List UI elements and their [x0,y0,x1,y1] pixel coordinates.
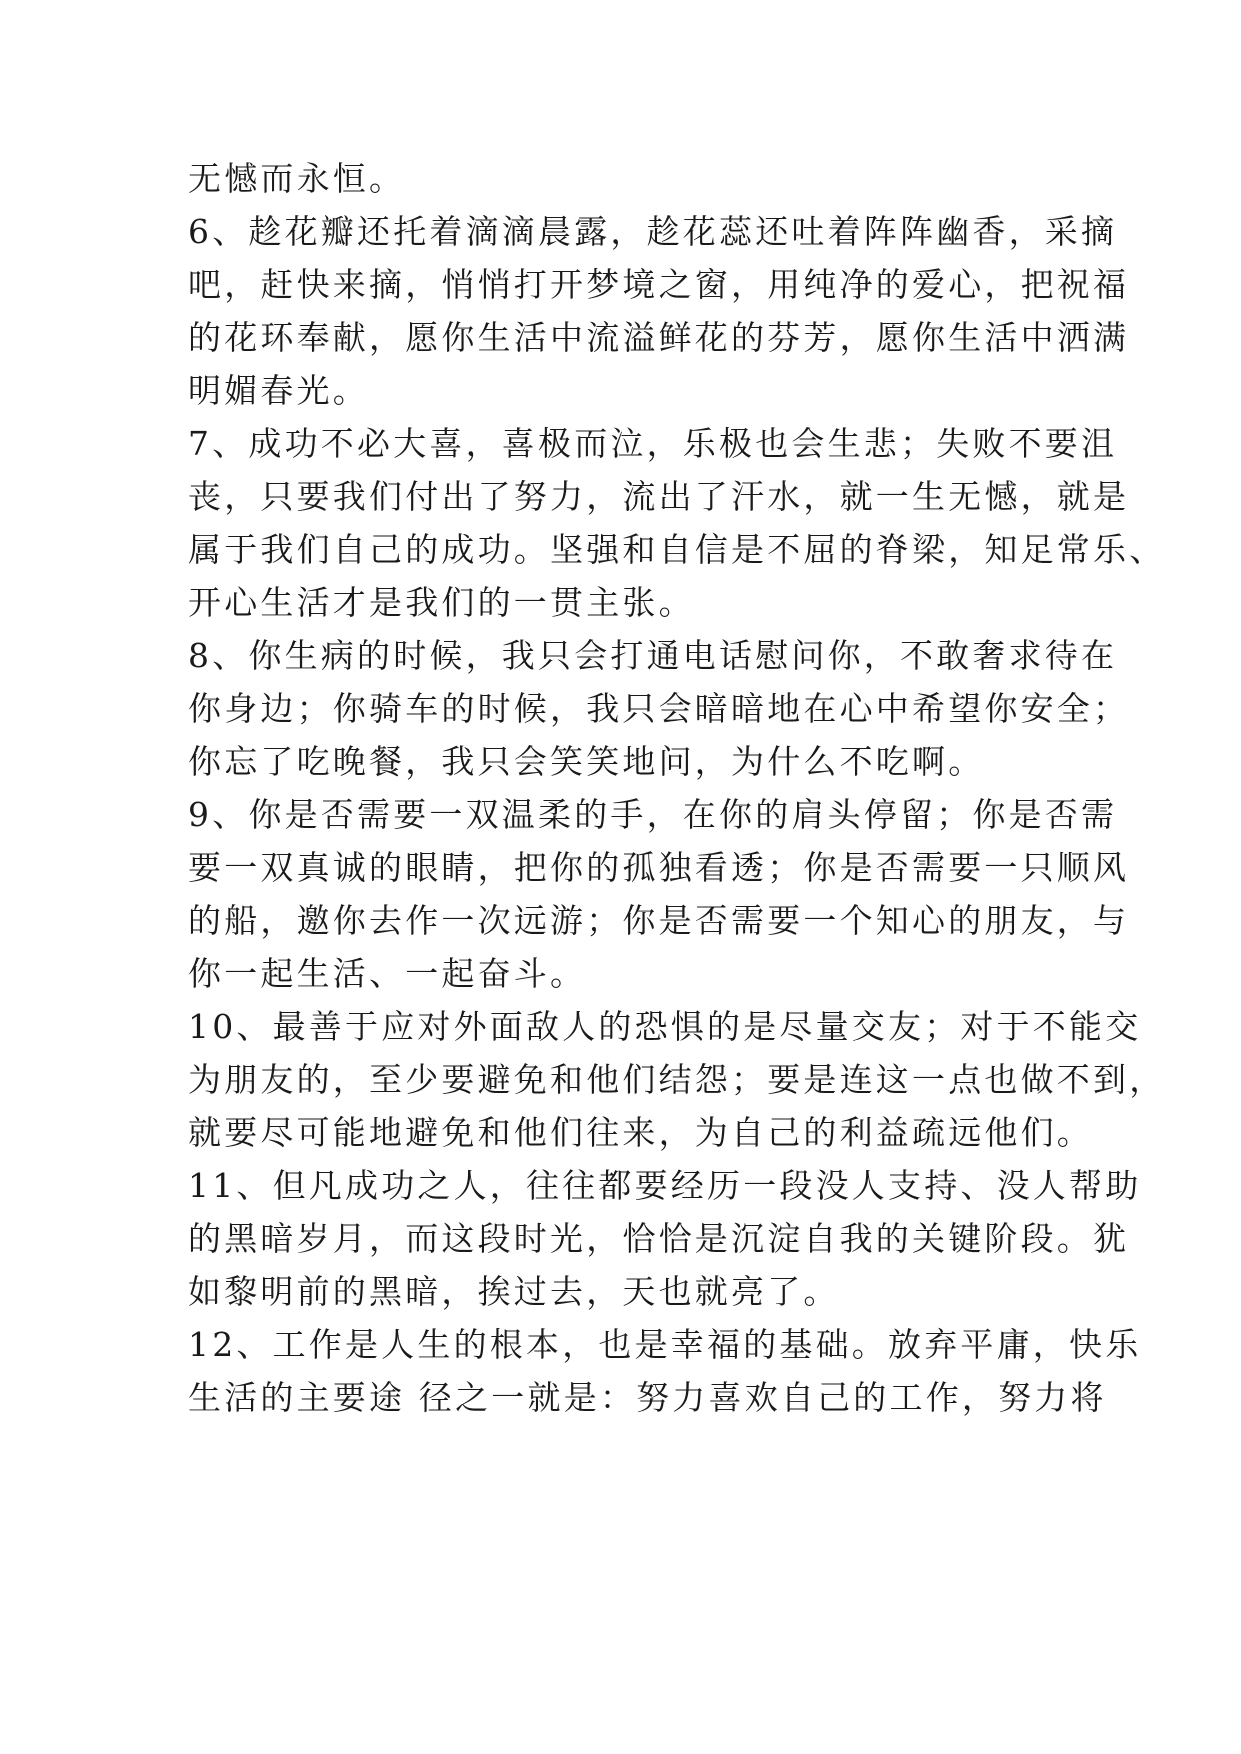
body-text [188,152,1166,1424]
text-line: 无憾而永恒。 [188,159,406,198]
text-line: 10、最善于应对外面敌人的恐惧的是尽量交友；对于不能交 [188,1007,1142,1046]
text-line: 你一起生活、一起奋斗。 [188,954,587,993]
text-line: 的船，邀你去作一次远游；你是否需要一个知心的朋友，与 [188,901,1130,940]
text-line: 你忘了吃晚餐，我只会笑笑地问，为什么不吃啊。 [188,742,985,781]
text-line: 的花环奉献，愿你生活中流溢鲜花的芬芳，愿你生活中洒满 [188,318,1130,357]
text-line: 开心生活才是我们的一贯主张。 [188,583,695,622]
text-line: 生活的主要途 径之一就是：努力喜欢自己的工作，努力将 [188,1378,1107,1417]
text-line: 8、你生病的时候，我只会打通电话慰问你，不敢奢求待在 [188,636,1118,675]
text-line: 9、你是否需要一双温柔的手，在你的肩头停留；你是否需 [188,795,1118,834]
text-line: 7、成功不必大喜，喜极而泣，乐极也会生悲；失败不要沮 [188,424,1118,463]
text-line: 要一双真诚的眼睛，把你的孤独看透；你是否需要一只顺风 [188,848,1130,887]
text-line: 为朋友的，至少要避免和他们结怨；要是连这一点也做不到， [188,1060,1166,1099]
text-line: 12、工作是人生的根本，也是幸福的基础。放弃平庸，快乐 [188,1325,1142,1364]
text-line: 就要尽可能地避免和他们往来，为自己的利益疏远他们。 [188,1113,1093,1152]
text-line: 丧，只要我们付出了努力，流出了汗水，就一生无憾，就是 [188,477,1130,516]
text-line: 如黎明前的黑暗，挨过去，天也就亮了。 [188,1272,840,1311]
text-line: 明媚春光。 [188,371,369,410]
text-line: 你身边；你骑车的时候，我只会暗暗地在心中希望你安全； [188,689,1130,728]
text-line: 属于我们自己的成功。坚强和自信是不屈的脊梁，知足常乐、 [188,530,1166,569]
text-line: 的黑暗岁月，而这段时光，恰恰是沉淀自我的关键阶段。犹 [188,1219,1130,1258]
text-line: 吧，赶快来摘，悄悄打开梦境之窗，用纯净的爱心，把祝福 [188,265,1130,304]
text-line: 11、但凡成功之人，往往都要经历一段没人支持、没人帮助 [188,1166,1142,1205]
text-line: 6、趁花瓣还托着滴滴晨露，趁花蕊还吐着阵阵幽香，采摘 [188,212,1118,251]
